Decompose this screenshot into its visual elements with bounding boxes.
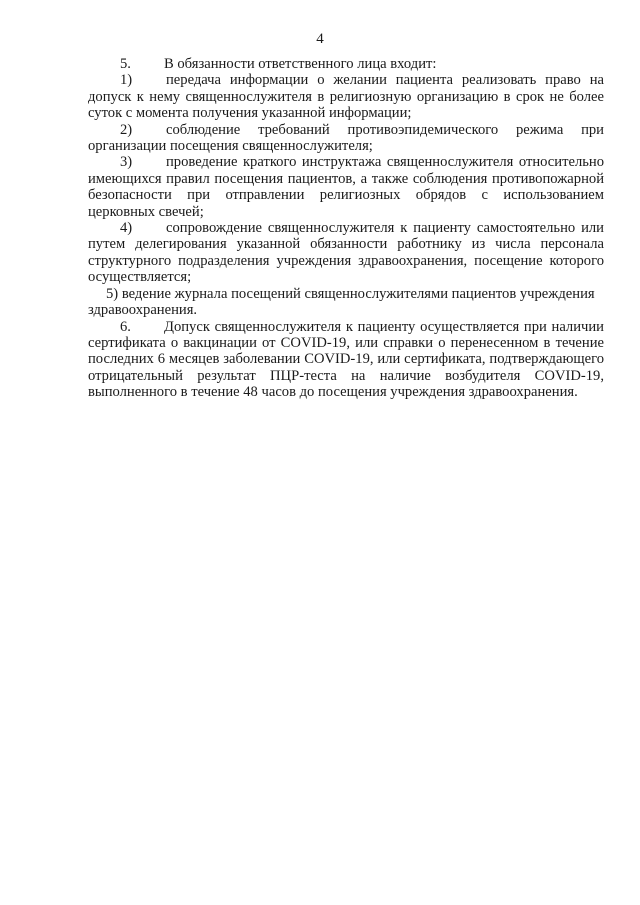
list-item-text: соблюдение требований противоэпидемического режима при организации посещения священнослужителя; xyxy=(88,121,604,155)
list-item-1 xyxy=(88,72,604,121)
list-item-3 xyxy=(88,154,604,220)
list-item-text: ведение журнала посещений священнослужителями пациентов учреждения здравоохранения. xyxy=(88,285,595,319)
list-item-number: 4) xyxy=(120,220,133,237)
paragraph-number: 6. xyxy=(120,318,131,335)
list-item-text: передача информации о желании пациента реализовать право на допуск к нему священнослужителя в религиозную организацию в срок не более суток с момента получения указанной информации; xyxy=(88,72,604,122)
paragraph-text: В обязанности ответственного лица входит: xyxy=(164,56,437,72)
page-number: 4 xyxy=(316,31,324,47)
list-item-4 xyxy=(88,220,604,286)
list-item-text: проведение краткого инструктажа священнослужителя относительно имеющихся правил посещения пациентов, а также соблюдения противопожарной безопасности при отправлении религиозных обрядов с использованием церковных свечей; xyxy=(88,154,604,220)
list-item-text: сопровождение священнослужителя к пациенту самостоятельно или путем делегирования указанной обязанности работнику из числа персонала структурного подразделения учреждения здравоохранения, посещение которого осуществляется; xyxy=(88,220,604,286)
list-item-number: 1) xyxy=(120,72,133,89)
list-item-5 xyxy=(88,286,604,319)
list-item-2 xyxy=(88,122,604,155)
list-item-number: 5) xyxy=(106,285,119,302)
paragraph-5 xyxy=(88,56,604,72)
list-item-number: 2) xyxy=(120,121,133,138)
paragraph-number: 5. xyxy=(120,56,131,72)
document-body xyxy=(88,56,604,401)
paragraph-text: Допуск священнослужителя к пациенту осуществляется при наличии сертификата о вакцинации от COVID-19, или справки о перенесенном в течение последних 6 месяцев заболевании COVID-19, или сертификата, подтверждающего отрицательный результат ПЦР-теста на наличие возбудителя COVID-19, выполненного в течение 48 часов до посещения учреждения здравоохранения. xyxy=(88,318,604,401)
list-item-number: 3) xyxy=(120,154,133,171)
paragraph-6 xyxy=(88,319,604,401)
